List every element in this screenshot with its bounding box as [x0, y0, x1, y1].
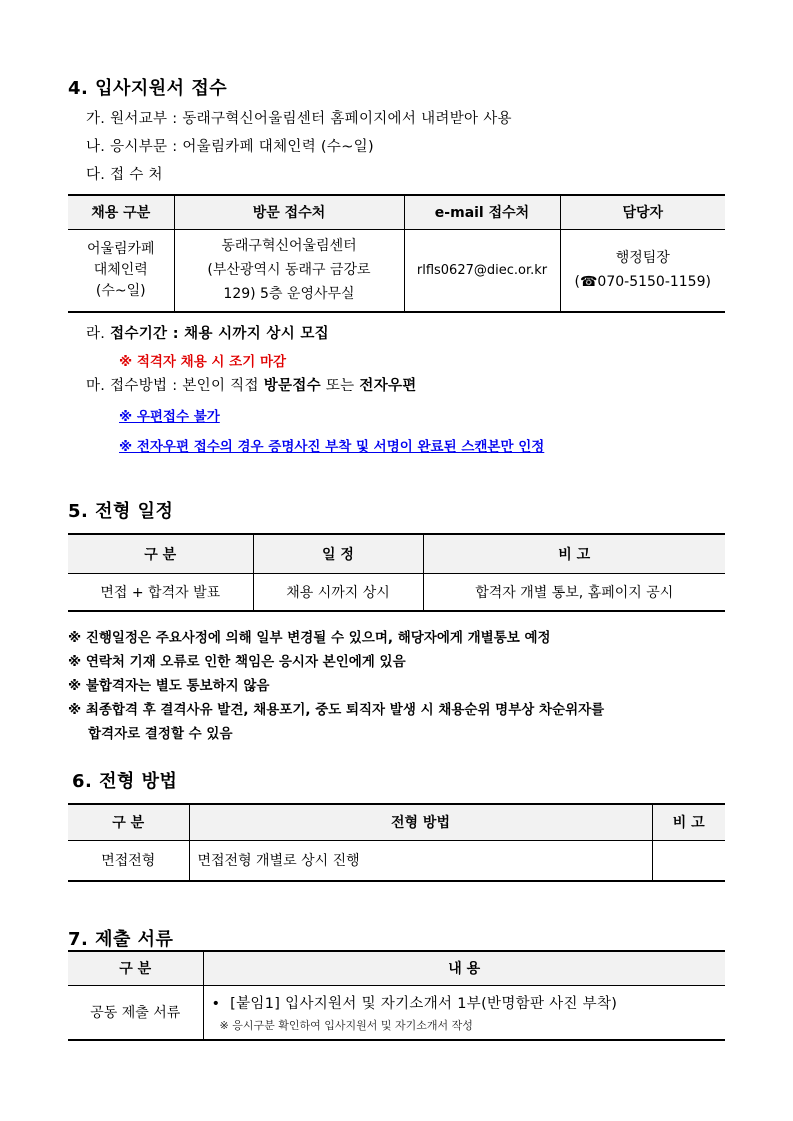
- header-contact: 담당자: [560, 195, 725, 229]
- header-content: 내 용: [203, 951, 725, 985]
- item-da: 다. 접 수 처: [86, 167, 163, 183]
- header-remarks: 비 고: [652, 804, 725, 840]
- cell-email: rlfls0627@diec.or.kr: [404, 229, 560, 312]
- cell-method: 면접전형 개별로 상시 진행: [189, 840, 652, 881]
- section-6-heading: 6. 전형 방법: [72, 771, 178, 792]
- documents-table: [68, 950, 725, 1041]
- header-visit: 방문 접수처: [174, 195, 404, 229]
- header-schedule: 일 정: [253, 534, 423, 573]
- cell-category: 면접 + 합격자 발표: [68, 573, 253, 611]
- header-hire-type: 채용 구분: [68, 195, 174, 229]
- item-ra: 라. 접수기간 : 채용 시까지 상시 모집: [86, 326, 329, 342]
- item-ga: 가. 원서교부 : 동래구혁신어울림센터 홈페이지에서 내려받아 사용: [86, 111, 512, 127]
- schedule-note-4: ※ 최종합격 후 결격사유 발견, 채용포기, 중도 퇴직자 발생 시 채용순위 명부상 차순위자를: [68, 702, 605, 718]
- header-email: e-mail 접수처: [404, 195, 560, 229]
- header-category: 구 분: [68, 951, 203, 985]
- section-4-heading: 4. 입사지원서 접수: [68, 78, 228, 99]
- schedule-table: [68, 533, 725, 612]
- item-na: 나. 응시부문 : 어울림카페 대체인력 (수~일): [86, 139, 374, 155]
- item-ma: 마. 접수방법 : 본인이 직접 방문접수 또는 전자우편: [86, 378, 417, 394]
- no-mail-note: ※ 우편접수 불가: [119, 409, 220, 425]
- schedule-note-4-cont: 합격자로 결정할 수 있음: [88, 726, 233, 742]
- section-7-heading: 7. 제출 서류: [68, 929, 174, 950]
- cell-remarks: 합격자 개별 통보, 홈페이지 공시: [475, 584, 674, 601]
- doc-sub-note: ※ 응시구분 확인하여 입사지원서 및 자기소개서 작성: [219, 1018, 473, 1032]
- cell-remarks: [652, 840, 725, 881]
- cell-visit-address: 동래구혁신어울림센터 (부산광역시 동래구 금강로 129) 5층 운영사무실: [174, 229, 404, 312]
- cell-contact: 행정팀장 (☎070-5150-1159): [574, 250, 711, 291]
- early-close-note: ※ 적격자 채용 시 조기 마감: [119, 354, 287, 370]
- cell-category: 공동 제출 서류: [68, 985, 203, 1040]
- section-5-heading: 5. 전형 일정: [68, 501, 174, 522]
- schedule-note-2: ※ 연락처 기재 오류로 인한 책임은 응시자 본인에게 있음: [68, 654, 406, 670]
- bullet-icon: •: [211, 995, 231, 1012]
- cell-hire-type: 어울림카페 대체인력 (수~일): [68, 229, 174, 312]
- header-method: 전형 방법: [189, 804, 652, 840]
- email-scan-note: ※ 전자우편 접수의 경우 증명사진 부착 및 서명이 완료된 스캔본만 인정: [119, 439, 545, 455]
- cell-category: 면접전형: [68, 840, 189, 881]
- schedule-note-3: ※ 불합격자는 별도 통보하지 않음: [68, 678, 270, 694]
- reception-table: [68, 194, 725, 313]
- header-category: 구 분: [68, 804, 189, 840]
- header-remarks: 비 고: [423, 534, 725, 573]
- method-table: [68, 803, 725, 882]
- schedule-note-1: ※ 진행일정은 주요사정에 의해 일부 변경될 수 있으며, 해당자에게 개별통보 예정: [68, 630, 551, 646]
- header-category: 구 분: [68, 534, 253, 573]
- cell-schedule: 채용 시까지 상시: [253, 573, 423, 611]
- cell-content: • [붙임1] 입사지원서 및 자기소개서 1부(반명함판 사진 부착) ※ 응시구분 확인하여 입사지원서 및 자기소개서 작성: [203, 985, 725, 1040]
